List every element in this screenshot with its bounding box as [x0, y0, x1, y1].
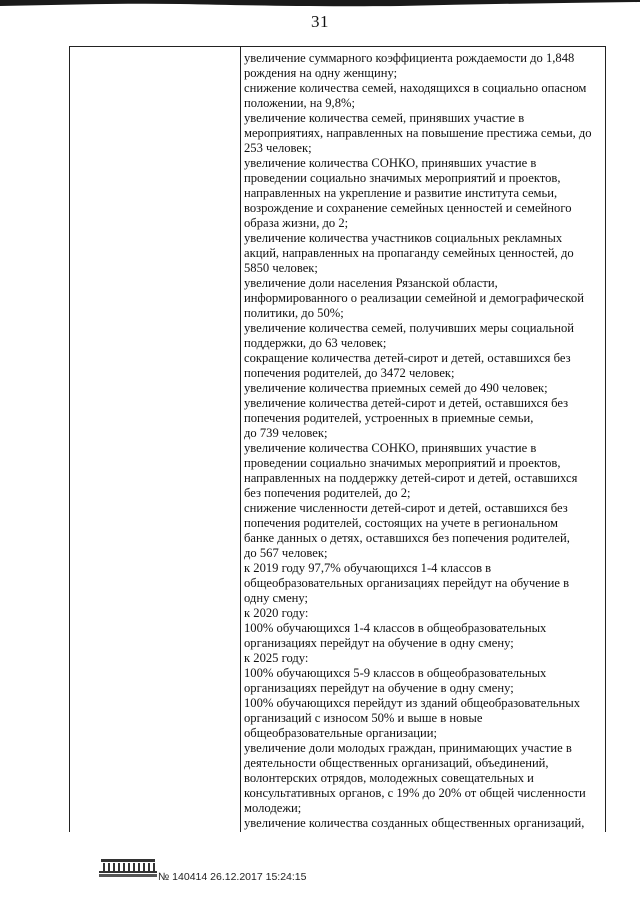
text-line: попечения родителей, устроенных в приемные семьи,: [244, 411, 534, 425]
text-line: 253 человек;: [244, 141, 312, 155]
text-line: мероприятиях, направленных на повышение престижа семьи, до: [244, 126, 592, 140]
text-line: увеличение количества семей, получивших меры социальной: [244, 321, 575, 335]
text-line: политики, до 50%;: [244, 306, 344, 320]
text-line: деятельности общественных организаций, объединений,: [244, 756, 549, 770]
text-line: рождения на одну женщину;: [244, 66, 398, 80]
text-line: увеличение количества участников социальных рекламных: [244, 231, 563, 245]
text-line: попечения родителей, до 3472 человек;: [244, 366, 455, 380]
text-line: 100% обучающихся перейдут из зданий общеобразовательных: [244, 696, 581, 710]
text-line: возрождение и сохранение семейных ценностей и семейного: [244, 201, 572, 215]
government-building-logo-icon: [98, 858, 158, 878]
text-line: положении, на 9,8%;: [244, 96, 355, 110]
text-line: организациях перейдут на обучение в одну смену;: [244, 636, 514, 650]
text-line: попечения родителей, состоящих на учете в региональном: [244, 516, 558, 530]
text-line: волонтерских отрядов, молодежных совещательных и: [244, 771, 534, 785]
scan-edge-artifact: [0, 0, 640, 10]
text-line: увеличение количества СОНКО, принявших участие в: [244, 156, 537, 170]
text-line: увеличение количества созданных общественных организаций,: [244, 816, 585, 830]
text-line: сокращение количества детей-сирот и детей, оставшихся без: [244, 351, 571, 365]
table-left-column: [70, 47, 241, 832]
text-line: до 567 человек;: [244, 546, 328, 560]
page-number: 31: [311, 12, 329, 31]
text-line: 5850 человек;: [244, 261, 318, 275]
text-line: увеличение доли молодых граждан, принимающих участие в: [244, 741, 572, 755]
text-line: информированного о реализации семейной и демографической: [244, 291, 584, 305]
text-line: организаций с износом 50% и выше в новые: [244, 711, 483, 725]
text-line: увеличение количества приемных семей до 490 человек;: [244, 381, 548, 395]
text-line: организациях перейдут на обучение в одну смену;: [244, 681, 514, 695]
text-line: увеличение количества СОНКО, принявших участие в: [244, 441, 537, 455]
text-line: увеличение количества детей-сирот и детей, оставшихся без: [244, 396, 569, 410]
document-stamp: № 140414 26.12.2017 15:24:15: [158, 871, 307, 883]
text-line: 100% обучающихся 5-9 классов в общеобразовательных: [244, 666, 547, 680]
text-line: поддержки, до 63 человек;: [244, 336, 387, 350]
text-line: общеобразовательных организациях перейдут на обучение в: [244, 576, 570, 590]
text-line: увеличение количества семей, принявших участие в: [244, 111, 525, 125]
text-line: увеличение суммарного коэффициента рождаемости до 1,848: [244, 51, 575, 65]
text-line: увеличение доли населения Рязанской области,: [244, 276, 498, 290]
text-line: 100% обучающихся 1-4 классов в общеобразовательных: [244, 621, 547, 635]
text-line: к 2020 году:: [244, 606, 309, 620]
text-line: направленных на укрепление и развитие института семьи,: [244, 186, 558, 200]
text-line: снижение численности детей-сирот и детей, оставшихся без: [244, 501, 568, 515]
text-line: банке данных о детях, оставшихся без попечения родителей,: [244, 531, 570, 545]
text-line: проведении социально значимых мероприятий и проектов,: [244, 171, 561, 185]
text-line: образа жизни, до 2;: [244, 216, 349, 230]
text-line: консультативных органов, с 19% до 20% от общей численности: [244, 786, 586, 800]
text-line: без попечения родителей, до 2;: [244, 486, 411, 500]
text-line: направленных на поддержку детей-сирот и детей, оставшихся: [244, 471, 578, 485]
text-line: общеобразовательные организации;: [244, 726, 437, 740]
document-table: [69, 46, 606, 832]
text-line: к 2019 году 97,7% обучающихся 1-4 классов в: [244, 561, 492, 575]
text-line: до 739 человек;: [244, 426, 328, 440]
text-line: к 2025 году:: [244, 651, 309, 665]
text-line: акций, направленных на пропаганду семейных ценностей, до: [244, 246, 574, 260]
text-line: снижение количества семей, находящихся в социально опасном: [244, 81, 587, 95]
text-line: молодежи;: [244, 801, 302, 815]
table-right-column: [244, 51, 604, 831]
text-line: одну смену;: [244, 591, 309, 605]
text-line: проведении социально значимых мероприятий и проектов,: [244, 456, 561, 470]
